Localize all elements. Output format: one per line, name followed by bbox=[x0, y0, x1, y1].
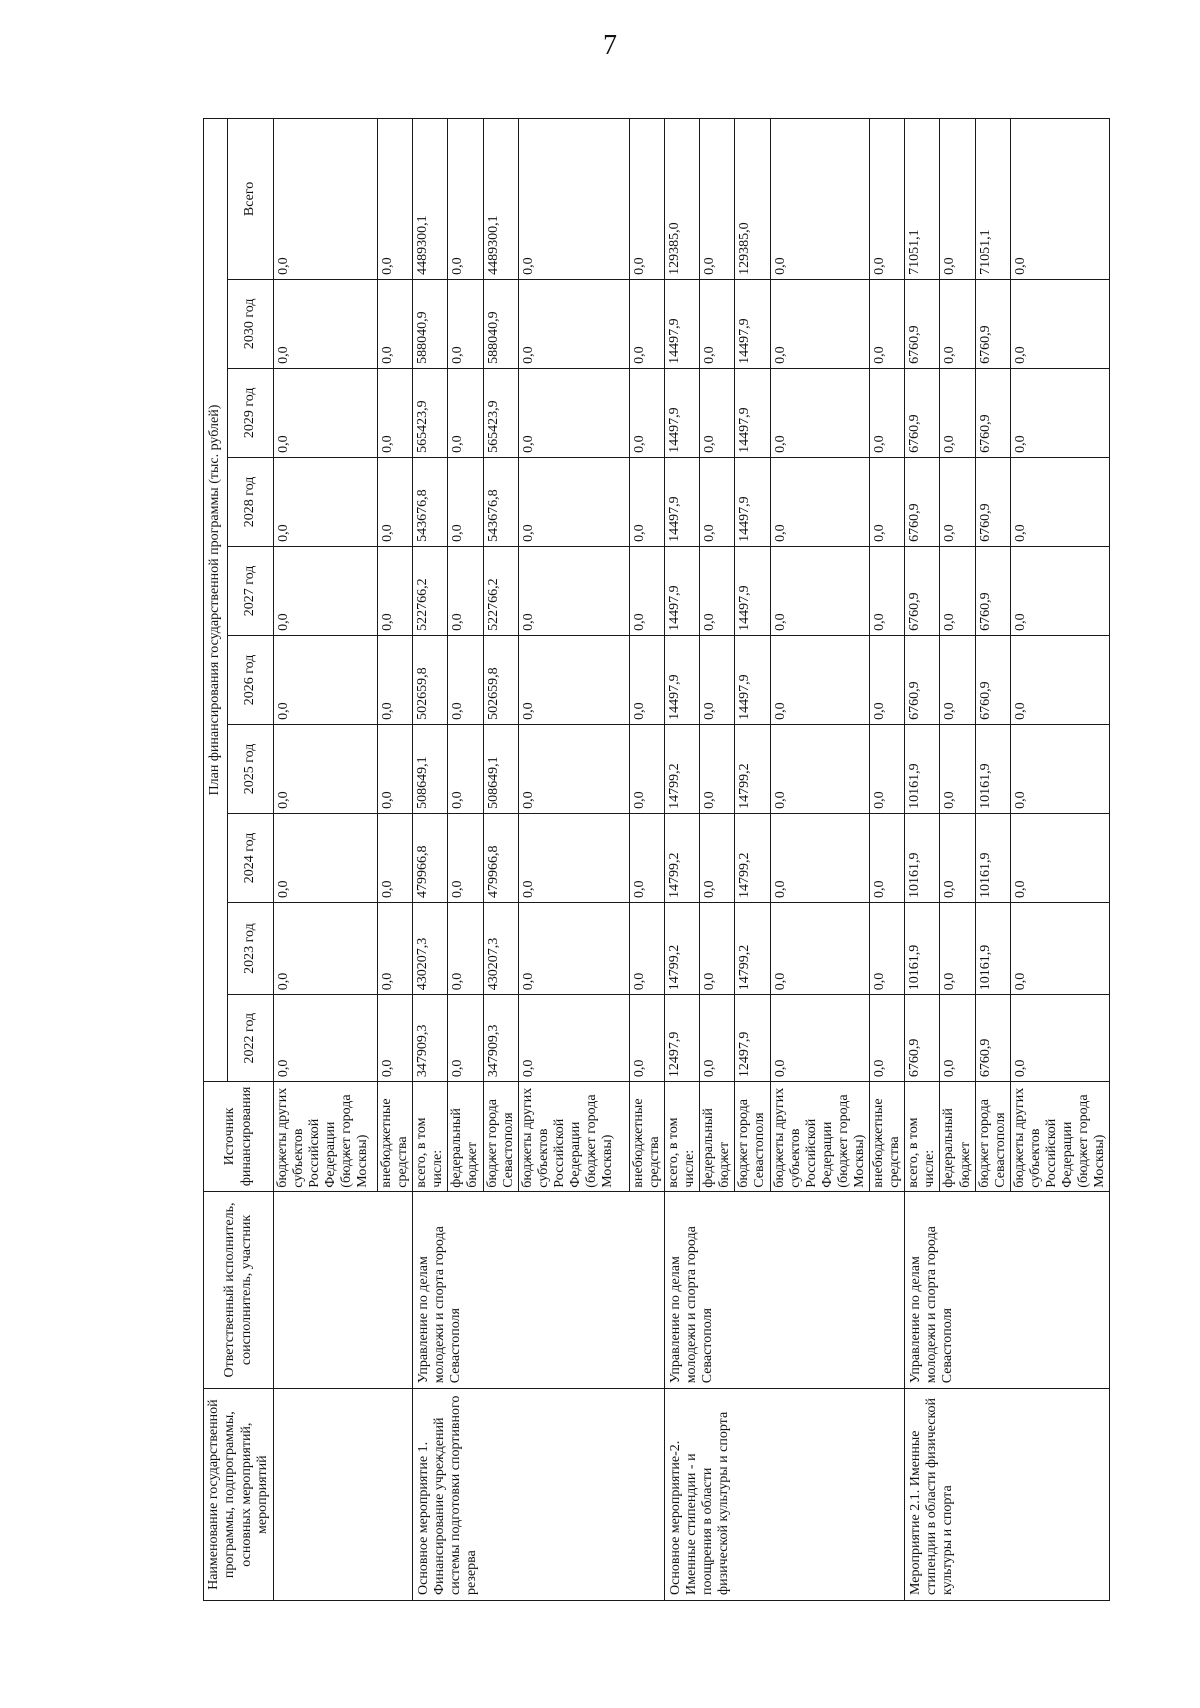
header-year: 2030 год bbox=[228, 279, 274, 368]
header-year: 2029 год bbox=[228, 368, 274, 457]
total-value: 0,0 bbox=[770, 119, 870, 280]
year-value: 508649,1 bbox=[483, 724, 518, 813]
year-value: 0,0 bbox=[518, 635, 629, 724]
funding-source: бюджет города Севастополя bbox=[735, 1082, 770, 1192]
year-value: 0,0 bbox=[448, 457, 483, 546]
year-value: 0,0 bbox=[518, 902, 629, 994]
year-value: 14497,9 bbox=[664, 457, 699, 546]
year-value: 0,0 bbox=[770, 902, 870, 994]
year-value: 0,0 bbox=[629, 902, 664, 994]
year-value: 0,0 bbox=[629, 635, 664, 724]
year-value: 502659,8 bbox=[413, 635, 448, 724]
year-value: 543676,8 bbox=[413, 457, 448, 546]
year-value: 588040,9 bbox=[413, 279, 448, 368]
year-value: 0,0 bbox=[378, 902, 413, 994]
year-value: 6760,9 bbox=[975, 368, 1010, 457]
year-value: 479966,8 bbox=[413, 813, 448, 902]
year-value: 6760,9 bbox=[975, 279, 1010, 368]
funding-source: бюджеты других субъектов Российской Федерации (бюджет города Москвы) bbox=[274, 1082, 378, 1192]
header-year: 2022 год bbox=[228, 995, 274, 1082]
year-value: 0,0 bbox=[629, 457, 664, 546]
year-value: 6760,9 bbox=[905, 368, 940, 457]
year-value: 0,0 bbox=[940, 457, 975, 546]
table-row bbox=[274, 119, 378, 1601]
funding-source: внебюджетные средства bbox=[378, 1082, 413, 1192]
year-value: 0,0 bbox=[518, 546, 629, 635]
year-value: 6760,9 bbox=[905, 457, 940, 546]
year-value: 0,0 bbox=[448, 724, 483, 813]
year-value: 0,0 bbox=[870, 724, 905, 813]
header-year: 2025 год bbox=[228, 724, 274, 813]
activity-name: Основное мероприятие 1. Финансирование учреждений системы подготовки спортивного резерва bbox=[413, 1389, 665, 1601]
total-value: 0,0 bbox=[870, 119, 905, 280]
total-value: 4489300,1 bbox=[413, 119, 448, 280]
year-value: 6760,9 bbox=[975, 635, 1010, 724]
year-value: 0,0 bbox=[274, 279, 378, 368]
total-value: 4489300,1 bbox=[483, 119, 518, 280]
total-value: 0,0 bbox=[518, 119, 629, 280]
header-year: 2027 год bbox=[228, 546, 274, 635]
funding-source: внебюджетные средства bbox=[629, 1082, 664, 1192]
year-value: 0,0 bbox=[629, 368, 664, 457]
year-value: 0,0 bbox=[770, 813, 870, 902]
year-value: 14799,2 bbox=[664, 902, 699, 994]
year-value: 0,0 bbox=[1010, 546, 1110, 635]
total-value: 0,0 bbox=[274, 119, 378, 280]
year-value: 0,0 bbox=[378, 635, 413, 724]
year-value: 0,0 bbox=[700, 457, 735, 546]
year-value: 0,0 bbox=[940, 368, 975, 457]
year-value: 0,0 bbox=[448, 902, 483, 994]
year-value: 10161,9 bbox=[905, 902, 940, 994]
year-value: 0,0 bbox=[700, 279, 735, 368]
year-value: 0,0 bbox=[1010, 635, 1110, 724]
year-value: 0,0 bbox=[1010, 902, 1110, 994]
year-value: 588040,9 bbox=[483, 279, 518, 368]
year-value: 14799,2 bbox=[664, 724, 699, 813]
table-row bbox=[664, 119, 699, 1601]
year-value: 479966,8 bbox=[483, 813, 518, 902]
responsible-executor: Управление по делам молодежи и спорта города Севастополя bbox=[664, 1191, 904, 1389]
year-value: 0,0 bbox=[940, 279, 975, 368]
year-value: 6760,9 bbox=[975, 995, 1010, 1082]
total-value: 129385,0 bbox=[664, 119, 699, 280]
responsible-executor bbox=[274, 1191, 413, 1389]
year-value: 6760,9 bbox=[975, 546, 1010, 635]
total-value: 0,0 bbox=[940, 119, 975, 280]
table-row bbox=[905, 119, 940, 1601]
header-name: Наименование государственной программы, подпрограммы, основных мероприятий, мероприятий bbox=[204, 1389, 274, 1601]
year-value: 0,0 bbox=[770, 724, 870, 813]
responsible-executor: Управление по делам молодежи и спорта города Севастополя bbox=[905, 1191, 1110, 1389]
year-value: 430207,3 bbox=[483, 902, 518, 994]
year-value: 12497,9 bbox=[735, 995, 770, 1082]
funding-source: бюджет города Севастополя bbox=[975, 1082, 1010, 1192]
year-value: 0,0 bbox=[770, 635, 870, 724]
year-value: 565423,9 bbox=[413, 368, 448, 457]
year-value: 0,0 bbox=[700, 724, 735, 813]
year-value: 522766,2 bbox=[483, 546, 518, 635]
year-value: 0,0 bbox=[940, 902, 975, 994]
year-value: 10161,9 bbox=[905, 813, 940, 902]
funding-source: федеральный бюджет bbox=[448, 1082, 483, 1192]
year-value: 0,0 bbox=[700, 813, 735, 902]
year-value: 14497,9 bbox=[735, 546, 770, 635]
year-value: 14799,2 bbox=[735, 902, 770, 994]
year-value: 502659,8 bbox=[483, 635, 518, 724]
year-value: 10161,9 bbox=[975, 813, 1010, 902]
year-value: 14799,2 bbox=[664, 813, 699, 902]
year-value: 0,0 bbox=[629, 724, 664, 813]
year-value: 508649,1 bbox=[413, 724, 448, 813]
year-value: 347909,3 bbox=[413, 995, 448, 1082]
year-value: 6760,9 bbox=[905, 546, 940, 635]
year-value: 0,0 bbox=[870, 635, 905, 724]
year-value: 14799,2 bbox=[735, 724, 770, 813]
year-value: 0,0 bbox=[518, 724, 629, 813]
year-value: 10161,9 bbox=[975, 902, 1010, 994]
year-value: 0,0 bbox=[700, 995, 735, 1082]
year-value: 14497,9 bbox=[735, 635, 770, 724]
year-value: 14497,9 bbox=[735, 457, 770, 546]
year-value: 0,0 bbox=[770, 368, 870, 457]
year-value: 0,0 bbox=[700, 635, 735, 724]
year-value: 0,0 bbox=[448, 546, 483, 635]
page-number: 7 bbox=[603, 30, 617, 61]
header-year: 2028 год bbox=[228, 457, 274, 546]
year-value: 0,0 bbox=[870, 279, 905, 368]
rotated-table-wrapper bbox=[203, 118, 1144, 1601]
year-value: 0,0 bbox=[518, 279, 629, 368]
year-value: 0,0 bbox=[700, 368, 735, 457]
year-value: 0,0 bbox=[940, 635, 975, 724]
year-value: 0,0 bbox=[629, 995, 664, 1082]
funding-source: бюджеты других субъектов Российской Федерации (бюджет города Москвы) bbox=[1010, 1082, 1110, 1192]
year-value: 0,0 bbox=[518, 813, 629, 902]
table-body bbox=[274, 119, 1110, 1601]
year-value: 0,0 bbox=[940, 813, 975, 902]
header-responsible: Ответственный исполнитель, соисполнитель, участник bbox=[204, 1191, 274, 1389]
year-value: 0,0 bbox=[870, 995, 905, 1082]
year-value: 0,0 bbox=[448, 279, 483, 368]
year-value: 0,0 bbox=[1010, 279, 1110, 368]
year-value: 0,0 bbox=[274, 813, 378, 902]
year-value: 6760,9 bbox=[905, 635, 940, 724]
header-plan: План финансирования государственной программы (тыс. рублей) bbox=[204, 119, 228, 1082]
year-value: 14497,9 bbox=[664, 279, 699, 368]
year-value: 0,0 bbox=[274, 724, 378, 813]
year-value: 0,0 bbox=[870, 902, 905, 994]
year-value: 0,0 bbox=[274, 546, 378, 635]
year-value: 543676,8 bbox=[483, 457, 518, 546]
financing-table bbox=[203, 118, 1110, 1601]
table-row bbox=[413, 119, 448, 1601]
year-value: 10161,9 bbox=[975, 724, 1010, 813]
year-value: 0,0 bbox=[448, 368, 483, 457]
year-value: 0,0 bbox=[870, 368, 905, 457]
year-value: 0,0 bbox=[1010, 813, 1110, 902]
total-value: 0,0 bbox=[700, 119, 735, 280]
total-value: 0,0 bbox=[629, 119, 664, 280]
year-value: 10161,9 bbox=[905, 724, 940, 813]
year-value: 0,0 bbox=[870, 457, 905, 546]
header-year: 2026 год bbox=[228, 635, 274, 724]
funding-source: внебюджетные средства bbox=[870, 1082, 905, 1192]
header-year: 2023 год bbox=[228, 902, 274, 994]
year-value: 0,0 bbox=[629, 279, 664, 368]
year-value: 0,0 bbox=[870, 546, 905, 635]
year-value: 14799,2 bbox=[735, 813, 770, 902]
year-value: 0,0 bbox=[274, 635, 378, 724]
year-value: 0,0 bbox=[274, 457, 378, 546]
year-value: 0,0 bbox=[700, 902, 735, 994]
year-value: 14497,9 bbox=[735, 279, 770, 368]
header-source: Источник финансирования bbox=[204, 1082, 274, 1192]
year-value: 14497,9 bbox=[664, 368, 699, 457]
total-value: 71051,1 bbox=[975, 119, 1010, 280]
total-value: 0,0 bbox=[448, 119, 483, 280]
year-value: 6760,9 bbox=[905, 995, 940, 1082]
year-value: 6760,9 bbox=[905, 279, 940, 368]
responsible-executor: Управление по делам молодежи и спорта города Севастополя bbox=[413, 1191, 665, 1389]
year-value: 14497,9 bbox=[664, 635, 699, 724]
total-value: 0,0 bbox=[1010, 119, 1110, 280]
activity-name bbox=[274, 1389, 413, 1601]
year-value: 0,0 bbox=[378, 995, 413, 1082]
total-value: 0,0 bbox=[378, 119, 413, 280]
year-value: 14497,9 bbox=[664, 546, 699, 635]
year-value: 6760,9 bbox=[975, 457, 1010, 546]
year-value: 0,0 bbox=[1010, 368, 1110, 457]
year-value: 0,0 bbox=[870, 813, 905, 902]
year-value: 0,0 bbox=[518, 368, 629, 457]
year-value: 0,0 bbox=[378, 724, 413, 813]
header-year: 2024 год bbox=[228, 813, 274, 902]
year-value: 0,0 bbox=[274, 368, 378, 457]
total-value: 129385,0 bbox=[735, 119, 770, 280]
year-value: 0,0 bbox=[274, 995, 378, 1082]
year-value: 0,0 bbox=[378, 279, 413, 368]
total-value: 71051,1 bbox=[905, 119, 940, 280]
year-value: 0,0 bbox=[1010, 457, 1110, 546]
activity-name: Мероприятие 2.1. Именные стипендии в области физической культуры и спорта bbox=[905, 1389, 1110, 1601]
year-value: 0,0 bbox=[448, 813, 483, 902]
year-value: 0,0 bbox=[770, 279, 870, 368]
year-value: 0,0 bbox=[274, 902, 378, 994]
year-value: 14497,9 bbox=[735, 368, 770, 457]
year-value: 0,0 bbox=[1010, 995, 1110, 1082]
year-value: 0,0 bbox=[378, 457, 413, 546]
activity-name: Основное мероприятие-2. Именные стипендии - и поощрения в области физической культуры и спорта bbox=[664, 1389, 904, 1601]
year-value: 0,0 bbox=[629, 813, 664, 902]
year-value: 0,0 bbox=[448, 635, 483, 724]
year-value: 0,0 bbox=[770, 995, 870, 1082]
year-value: 565423,9 bbox=[483, 368, 518, 457]
year-value: 0,0 bbox=[700, 546, 735, 635]
year-value: 0,0 bbox=[378, 813, 413, 902]
funding-source: всего, в том числе: bbox=[664, 1082, 699, 1192]
funding-source: федеральный бюджет bbox=[700, 1082, 735, 1192]
year-value: 0,0 bbox=[448, 995, 483, 1082]
funding-source: всего, в том числе: bbox=[905, 1082, 940, 1192]
funding-source: федеральный бюджет bbox=[940, 1082, 975, 1192]
year-value: 0,0 bbox=[940, 995, 975, 1082]
year-value: 0,0 bbox=[1010, 724, 1110, 813]
year-value: 522766,2 bbox=[413, 546, 448, 635]
year-value: 0,0 bbox=[629, 546, 664, 635]
year-value: 0,0 bbox=[378, 546, 413, 635]
header-total: Всего bbox=[228, 119, 274, 280]
year-value: 0,0 bbox=[770, 457, 870, 546]
year-value: 0,0 bbox=[940, 546, 975, 635]
year-value: 430207,3 bbox=[413, 902, 448, 994]
funding-source: бюджеты других субъектов Российской Федерации (бюджет города Москвы) bbox=[770, 1082, 870, 1192]
year-value: 347909,3 bbox=[483, 995, 518, 1082]
year-value: 12497,9 bbox=[664, 995, 699, 1082]
funding-source: бюджет города Севастополя bbox=[483, 1082, 518, 1192]
year-value: 0,0 bbox=[518, 995, 629, 1082]
funding-source: всего, в том числе: bbox=[413, 1082, 448, 1192]
year-value: 0,0 bbox=[378, 368, 413, 457]
year-value: 0,0 bbox=[518, 457, 629, 546]
funding-source: бюджеты других субъектов Российской Федерации (бюджет города Москвы) bbox=[518, 1082, 629, 1192]
year-value: 0,0 bbox=[940, 724, 975, 813]
year-value: 0,0 bbox=[770, 546, 870, 635]
